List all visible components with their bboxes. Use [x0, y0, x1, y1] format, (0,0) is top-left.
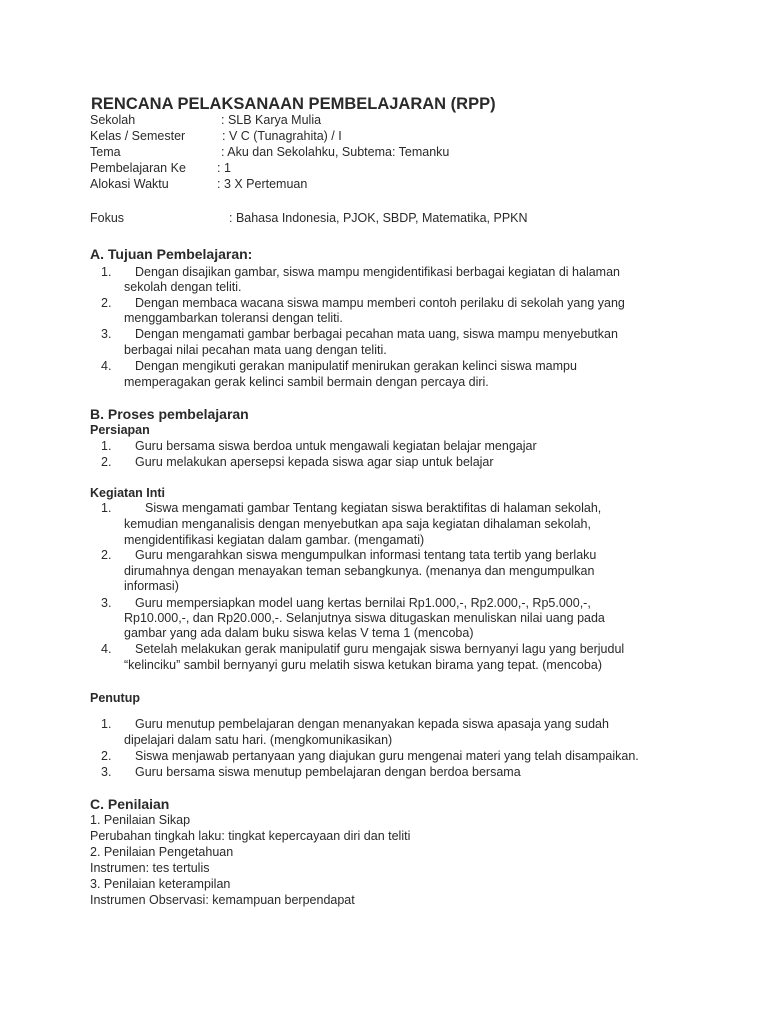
list-item-text: Guru melakukan apersepsi kepada siswa agar siap untuk belajar — [135, 455, 494, 469]
list-item-text: Guru menutup pembelajaran dengan menanyakan kepada siswa apasaja yang sudah — [135, 717, 609, 731]
list-item-text: mengidentifikasi kegiatan dalam gambar. (mengamati) — [124, 533, 425, 547]
list-item-text: memperagakan gerak kelinci sambil bermain dengan percaya diri. — [124, 375, 489, 389]
list-item-text: gambar yang ada dalam buku siswa kelas V tema 1 (mencoba) — [124, 626, 474, 640]
info-label-tema: Tema — [90, 145, 121, 159]
list-item-text: Setelah melakukan gerak manipulatif guru mengajak siswa bernyanyi lagu yang berjudul — [135, 642, 625, 656]
list-item-text: Dengan membaca wacana siswa mampu memberi contoh perilaku di sekolah yang yang — [135, 296, 625, 310]
penilaian-line: Instrumen: tes tertulis — [90, 861, 210, 875]
info-value-alokasi: : 3 X Pertemuan — [217, 177, 308, 191]
list-item-text: sekolah dengan teliti. — [124, 280, 242, 294]
list-number: 4. — [101, 642, 112, 656]
kegiatan-inti-label: Kegiatan Inti — [90, 486, 166, 500]
info-value-pembelajaran: : 1 — [217, 161, 231, 175]
section-b-heading: B. Proses pembelajaran — [90, 406, 249, 422]
list-item-text: Dengan mengikuti gerakan manipulatif menirukan gerakan kelinci siswa mampu — [135, 359, 577, 373]
list-number: 1. — [101, 439, 112, 453]
document-title: RENCANA PELAKSANAAN PEMBELAJARAN (RPP) — [91, 95, 496, 113]
section-c-heading: C. Penilaian — [90, 796, 170, 812]
info-value-fokus: : Bahasa Indonesia, PJOK, SBDP, Matematika, PPKN — [229, 211, 528, 225]
list-number: 2. — [101, 455, 112, 469]
list-number: 2. — [101, 548, 112, 562]
list-number: 3. — [101, 765, 112, 779]
list-item-text: berbagai nilai pecahan mata uang dengan teliti. — [124, 343, 387, 357]
list-item-text: informasi) — [124, 579, 179, 593]
list-number: 3. — [101, 596, 112, 610]
list-item-text: Siswa mengamati gambar Tentang kegiatan siswa beraktifitas di halaman sekolah, — [145, 501, 602, 515]
info-value-tema: : Aku dan Sekolahku, Subtema: Temanku — [221, 145, 450, 159]
list-number: 2. — [101, 749, 112, 763]
list-number: 3. — [101, 327, 112, 341]
info-label-pembelajaran: Pembelajaran Ke — [90, 161, 186, 175]
info-value-sekolah: : SLB Karya Mulia — [221, 113, 322, 127]
list-item-text: dirumahnya dengan menayakan teman sebangkunya. (menanya dan mengumpulkan — [124, 564, 595, 578]
penilaian-line: Instrumen Observasi: kemampuan berpendapat — [90, 893, 355, 907]
list-item-text: Guru mempersiapkan model uang kertas bernilai Rp1.000,-, Rp2.000,-, Rp5.000,-, — [135, 596, 591, 610]
info-value-kelas: : V C (Tunagrahita) / I — [222, 129, 342, 143]
list-item-text: menggambarkan toleransi dengan teliti. — [124, 311, 343, 325]
info-label-sekolah: Sekolah — [90, 113, 136, 127]
penilaian-line: 2. Penilaian Pengetahuan — [90, 845, 234, 859]
penilaian-line: 1. Penilaian Sikap — [90, 813, 191, 827]
list-number: 1. — [101, 265, 112, 279]
list-item-text: Rp10.000,-, dan Rp20.000,-. Selanjutnya siswa ditugaskan menuliskan nilai uang pada — [124, 611, 605, 625]
list-item-text: Guru bersama siswa berdoa untuk mengawali kegiatan belajar mengajar — [135, 439, 537, 453]
section-a-heading: A. Tujuan Pembelajaran: — [90, 246, 253, 262]
list-item-text: Siswa menjawab pertanyaan yang diajukan guru mengenai materi yang telah disampaikan. — [135, 749, 639, 763]
list-item-text: dipelajari dalam satu hari. (mengkomunikasikan) — [124, 733, 393, 747]
list-item-text: Dengan mengamati gambar berbagai pecahan mata uang, siswa mampu menyebutkan — [135, 327, 618, 341]
list-item-text: Guru mengarahkan siswa mengumpulkan informasi tentang tata tertib yang berlaku — [135, 548, 597, 562]
info-label-fokus: Fokus — [90, 211, 125, 225]
info-label-kelas: Kelas / Semester — [90, 129, 186, 143]
list-item-text: kemudian menganalisis dengan menyebutkan apa saja kegiatan dihalaman sekolah, — [124, 517, 591, 531]
persiapan-label: Persiapan — [90, 423, 150, 437]
list-number: 4. — [101, 359, 112, 373]
info-label-alokasi: Alokasi Waktu — [90, 177, 169, 191]
list-number: 2. — [101, 296, 112, 310]
penutup-label: Penutup — [90, 691, 140, 705]
list-number: 1. — [101, 501, 112, 515]
list-item-text: Dengan disajikan gambar, siswa mampu mengidentifikasi berbagai kegiatan di halaman — [135, 265, 621, 279]
list-item-text: “kelinciku” sambil bernyanyi guru melatih siswa ketukan birama yang tepat. (mencoba) — [124, 658, 602, 672]
list-item-text: Guru bersama siswa menutup pembelajaran dengan berdoa bersama — [135, 765, 521, 779]
penilaian-line: Perubahan tingkah laku: tingkat kepercayaan diri dan teliti — [90, 829, 411, 843]
list-number: 1. — [101, 717, 112, 731]
penilaian-line: 3. Penilaian keterampilan — [90, 877, 231, 891]
